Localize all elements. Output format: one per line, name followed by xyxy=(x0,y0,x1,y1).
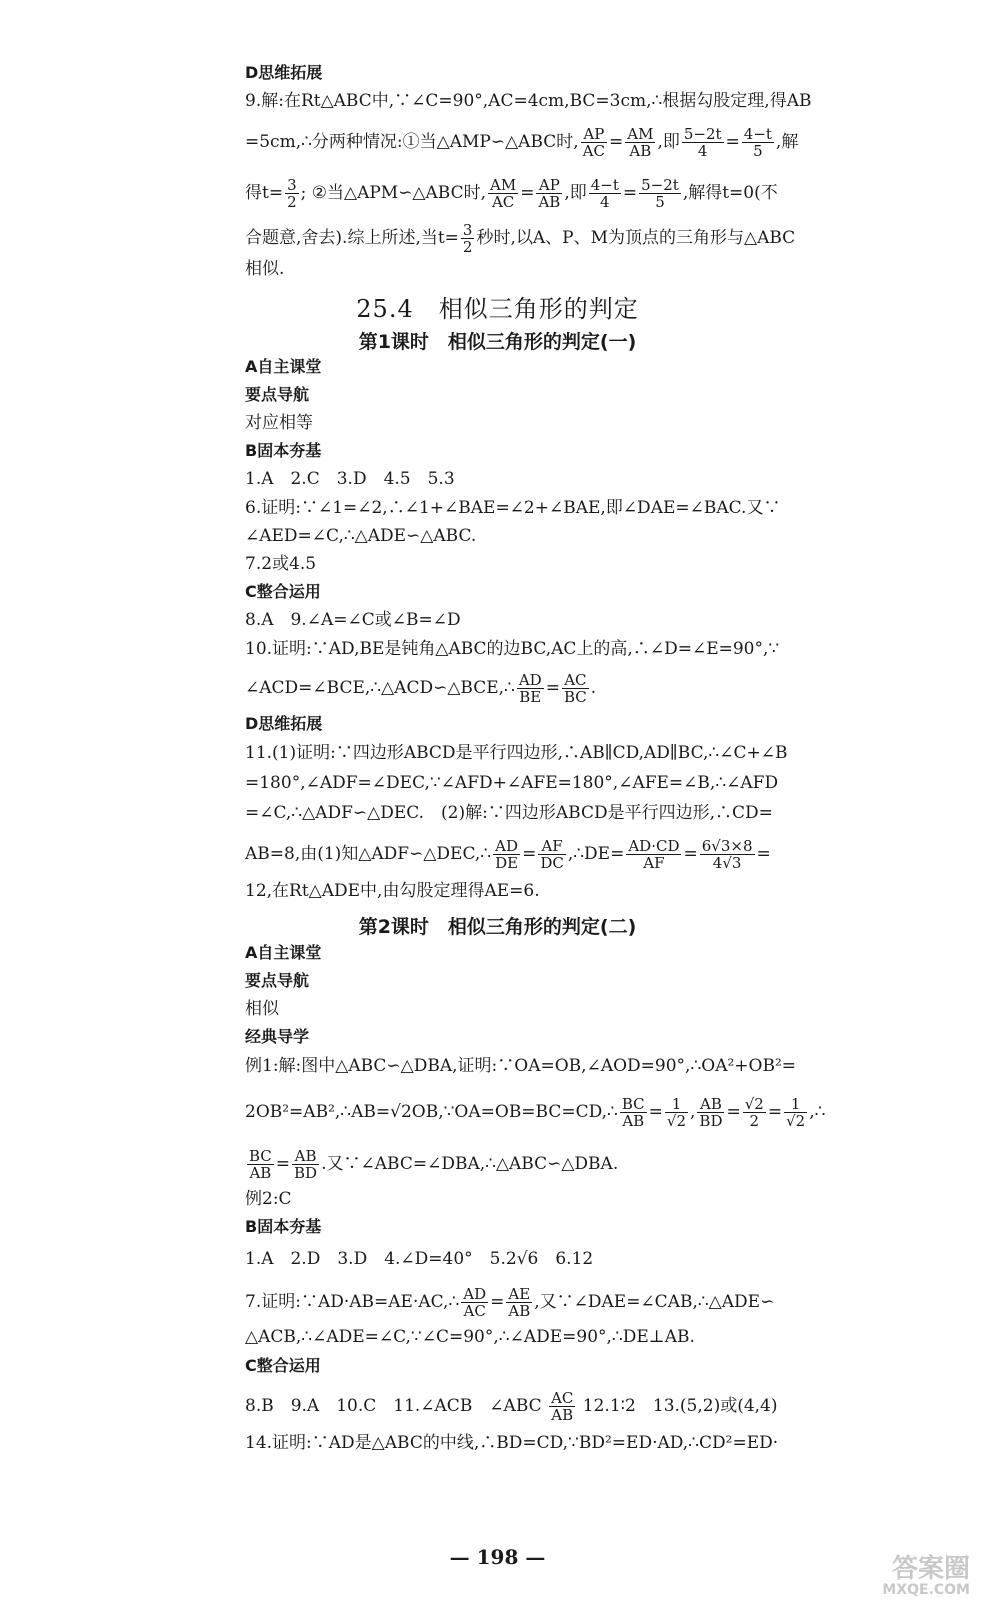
fraction: $\frac{AD}{DE}$ xyxy=(495,837,519,872)
answer-line: 合题意,舍去).综上所述,当t= $\frac{3}{2}$ 秒时,以A、P、M为顶点的三角形与△ABC xyxy=(245,221,796,256)
fraction: $\frac{AC}{BC}$ xyxy=(563,671,587,706)
answer-line: 例2:C xyxy=(245,1189,292,1209)
section-heading: 要点导航 xyxy=(245,385,310,404)
fraction: $\frac{3}{2}$ xyxy=(462,221,473,256)
fraction: $\frac{AC}{AB}$ xyxy=(551,1389,574,1424)
fraction: $\frac{4-t}{5}$ xyxy=(743,125,772,160)
answer-line: 1.A 2.C 3.D 4.5 5.3 xyxy=(245,469,455,489)
answer-line: =5cm,∴分两种情况:①当△AMP∽△ABC时, $\frac{AP}{AC}$ = $\frac{AM}{AB}$ ,即 $\frac{5-2t}{4}$ = $\frac{4-t}{5}$ ,解 xyxy=(245,125,799,160)
answer-line: 相似. xyxy=(245,259,285,279)
answer-line: $\frac{BC}{AB}$ = $\frac{AB}{BD}$ .又∵∠ABC=∠DBA,∴△ABC∽△DBA. xyxy=(249,1147,619,1182)
answer-line: 9.解:在Rt△ABC中,∵∠C=90°,AC=4cm,BC=3cm,∴根据勾股定理,得AB xyxy=(245,91,812,111)
section-heading: 要点导航 xyxy=(245,971,310,990)
fraction: $\frac{BC}{AB}$ xyxy=(249,1147,272,1182)
fraction: $\frac{5-2t}{5}$ xyxy=(641,176,679,211)
lesson-title: 第1课时 相似三角形的判定(一) xyxy=(358,331,637,353)
fraction: $\frac{AD}{BE}$ xyxy=(518,671,542,706)
answer-line: 6.证明:∵∠1=∠2,∴∠1+∠BAE=∠2+∠BAE,即∠DAE=∠BAC.又∵ xyxy=(245,498,781,518)
answer-line: 例1:解:图中△ABC∽△DBA,证明:∵OA=OB,∠AOD=90°,∴OA²+OB²= xyxy=(245,1056,797,1076)
section-heading: C整合运用 xyxy=(245,582,321,601)
answer-line: 12,在Rt△ADE中,由勾股定理得AE=6. xyxy=(245,881,540,901)
answer-line: △ACB,∴∠ADE=∠C,∵∠C=90°,∴∠ADE=90°,∴DE⊥AB. xyxy=(245,1327,695,1347)
fraction: $\frac{AB}{BD}$ xyxy=(699,1095,723,1130)
fraction: $\frac{AP}{AC}$ xyxy=(582,125,605,160)
answer-line: 11.(1)证明:∵四边形ABCD是平行四边形,∴AB∥CD,AD∥BC,∴∠C+∠B xyxy=(245,743,788,763)
fraction: $\frac{1}{√2}$ xyxy=(786,1095,806,1130)
answer-line: 1.A 2.D 3.D 4.∠D=40° 5.2√6 6.12 xyxy=(245,1249,594,1269)
section-title: 25.4 相似三角形的判定 xyxy=(356,295,639,323)
section-heading: B固本夯基 xyxy=(245,441,322,460)
fraction: $\frac{AM}{AC}$ xyxy=(490,176,517,211)
answer-line: ∠AED=∠C,∴△ADE∽△ABC. xyxy=(245,526,477,546)
fraction: $\frac{√2}{2}$ xyxy=(744,1095,764,1130)
answer-line: 7.2或4.5 xyxy=(245,554,317,574)
section-heading: B固本夯基 xyxy=(245,1217,322,1236)
fraction: $\frac{4-t}{4}$ xyxy=(590,176,619,211)
fraction: $\frac{1}{√2}$ xyxy=(666,1095,687,1130)
answer-line: 8.B 9.A 10.C 11.∠ACB ∠ABC $\frac{AC}{AB}$ 12.1∶2 13.(5,2)或(4,4) xyxy=(245,1389,778,1424)
answer-line: AB=8,由(1)知△ADF∽△DEC,∴ $\frac{AD}{DE}$ = $\frac{AF}{DC}$ ,∴DE= $\frac{AD\cdot CD}{AF}$ = $\frac{6√3\times 8}{4√3}$ = xyxy=(245,837,771,872)
section-heading: A自主课堂 xyxy=(245,943,322,962)
fraction: $\frac{AE}{AB}$ xyxy=(508,1285,531,1320)
answer-line: 8.A 9.∠A=∠C或∠B=∠D xyxy=(245,610,461,630)
answer-line: 14.证明:∵AD是△ABC的中线,∴BD=CD,∵BD²=ED·AD,∴CD²=ED· xyxy=(245,1433,779,1453)
fraction: $\frac{AP}{AB}$ xyxy=(538,176,561,211)
fraction: $\frac{AD}{AC}$ xyxy=(463,1285,487,1320)
answer-line: 得t= $\frac{3}{2}$ ; ②当△APM∽△ABC时, $\frac{AM}{AC}$ = $\frac{AP}{AB}$ ,即 $\frac{4-t}{4}$ = $\frac{5-2t}{5}$ ,解得t=0(不 xyxy=(245,176,778,211)
watermark: 答案圈 MXQE.COM xyxy=(882,1554,970,1598)
fraction: $\frac{AF}{DC}$ xyxy=(540,837,564,872)
fraction: $\frac{AB}{BD}$ xyxy=(294,1147,318,1182)
answer-line: 7.证明:∵AD·AB=AE·AC,∴ $\frac{AD}{AC}$ = $\frac{AE}{AB}$ ,又∵∠DAE=∠CAB,∴△ADE∽ xyxy=(245,1285,775,1320)
fraction: $\frac{AD\cdot CD}{AF}$ xyxy=(628,837,680,872)
fraction: $\frac{6√3\times 8}{4√3}$ xyxy=(701,837,753,872)
section-heading: A自主课堂 xyxy=(245,357,322,376)
answer-line: 10.证明:∵AD,BE是钝角△ABC的边BC,AC上的高,∴∠D=∠E=90°,∵ xyxy=(245,639,780,659)
lesson-title: 第2课时 相似三角形的判定(二) xyxy=(358,916,637,938)
answer-line: 对应相等 xyxy=(245,413,313,433)
answer-line: 2OB²=AB²,∴AB=√2OB,∵OA=OB=BC=CD,∴ $\frac{BC}{AB}$ = $\frac{1}{√2}$ , $\frac{AB}{BD}$ = $\frac{√2}{2}$ = $\frac{1}{√2}$ ,∴ xyxy=(245,1095,826,1130)
section-heading: D思维拓展 xyxy=(245,714,323,733)
fraction: $\frac{BC}{AB}$ xyxy=(621,1095,645,1130)
section-heading: C整合运用 xyxy=(245,1356,321,1375)
answer-line: =∠C,∴△ADF∽△DEC. (2)解:∵四边形ABCD是平行四边形,∴CD= xyxy=(245,803,773,823)
fraction: $\frac{AM}{AB}$ xyxy=(627,125,654,160)
section-heading: 经典导学 xyxy=(245,1027,310,1046)
answer-line: 相似 xyxy=(245,999,279,1019)
page-number: — 198 — xyxy=(449,1545,546,1569)
fraction: $\frac{5-2t}{4}$ xyxy=(683,125,722,160)
section-heading: D思维拓展 xyxy=(245,63,323,82)
answer-line: =180°,∠ADF=∠DEC,∵∠AFD+∠AFE=180°,∠AFE=∠B,∴∠AFD xyxy=(245,773,779,793)
fraction: $\frac{3}{2}$ xyxy=(287,176,297,211)
answer-line: ∠ACD=∠BCE,∴△ACD∽△BCE,∴ $\frac{AD}{BE}$ = $\frac{AC}{BC}$ . xyxy=(245,671,597,706)
